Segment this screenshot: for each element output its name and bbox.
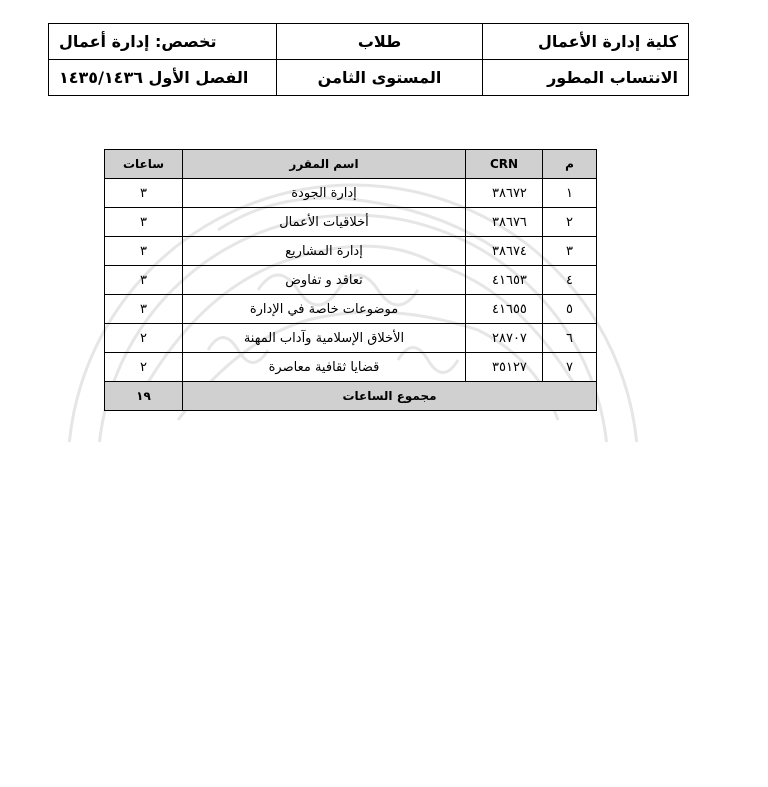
column-header-course-name: اسم المقرر — [183, 150, 466, 179]
row-hours: ٣ — [105, 266, 183, 295]
row-index: ٢ — [543, 208, 597, 237]
semester: الفصل الأول ١٤٣٥/١٤٣٦ — [49, 60, 277, 96]
total-row — [105, 382, 597, 411]
row-course-name: أخلاقيات الأعمال — [183, 208, 466, 237]
row-crn: ٣٥١٢٧ — [466, 353, 543, 382]
row-hours: ٣ — [105, 295, 183, 324]
total-hours-label: مجموع الساعات — [183, 382, 597, 411]
header-row-2 — [49, 60, 689, 96]
courses-table — [104, 149, 597, 411]
row-index: ٧ — [543, 353, 597, 382]
row-crn: ٣٨٦٧٦ — [466, 208, 543, 237]
row-hours: ٢ — [105, 353, 183, 382]
row-index: ٦ — [543, 324, 597, 353]
row-crn: ٢٨٧٠٧ — [466, 324, 543, 353]
row-crn: ٤١٦٥٥ — [466, 295, 543, 324]
specialization: تخصص: إدارة أعمال — [49, 24, 277, 60]
row-course-name: تعاقد و تفاوض — [183, 266, 466, 295]
row-course-name: موضوعات خاصة في الإدارة — [183, 295, 466, 324]
column-header-crn: CRN — [466, 150, 543, 179]
row-index: ٣ — [543, 237, 597, 266]
table-row — [105, 179, 597, 208]
table-row — [105, 324, 597, 353]
row-index: ٥ — [543, 295, 597, 324]
table-row — [105, 266, 597, 295]
column-header-hours: ساعات — [105, 150, 183, 179]
total-hours-value: ١٩ — [105, 382, 183, 411]
row-hours: ٣ — [105, 208, 183, 237]
row-course-name: قضايا ثقافية معاصرة — [183, 353, 466, 382]
row-course-name: إدارة الجودة — [183, 179, 466, 208]
header-table — [48, 23, 689, 96]
level: المستوى الثامن — [277, 60, 483, 96]
row-course-name: إدارة المشاريع — [183, 237, 466, 266]
row-hours: ٣ — [105, 237, 183, 266]
student-type: طلاب — [277, 24, 483, 60]
table-header-row — [105, 150, 597, 179]
row-crn: ٣٨٦٧٢ — [466, 179, 543, 208]
header-row-1 — [49, 24, 689, 60]
table-row — [105, 237, 597, 266]
column-header-index: م — [543, 150, 597, 179]
row-hours: ٢ — [105, 324, 183, 353]
table-row — [105, 208, 597, 237]
row-hours: ٣ — [105, 179, 183, 208]
college-name: كلية إدارة الأعمال — [483, 24, 689, 60]
table-row — [105, 295, 597, 324]
row-crn: ٤١٦٥٣ — [466, 266, 543, 295]
row-index: ٤ — [543, 266, 597, 295]
row-crn: ٣٨٦٧٤ — [466, 237, 543, 266]
row-index: ١ — [543, 179, 597, 208]
table-row — [105, 353, 597, 382]
row-course-name: الأخلاق الإسلامية وآداب المهنة — [183, 324, 466, 353]
program-name: الانتساب المطور — [483, 60, 689, 96]
